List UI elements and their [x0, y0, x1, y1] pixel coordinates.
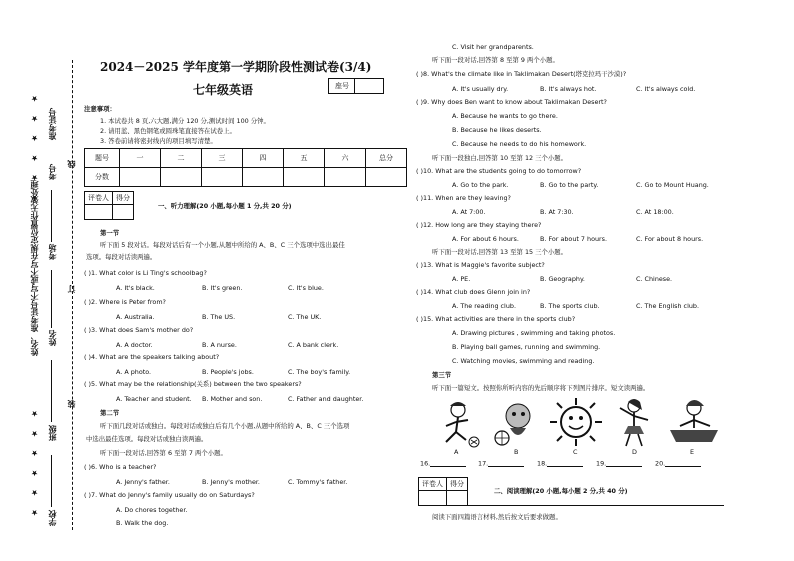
answer-blank-18[interactable]: [537, 460, 583, 467]
picture-d-label: D: [632, 448, 637, 456]
section1-title: 一、听力理解(20 小题,每小题 1 分,共 20 分): [158, 202, 292, 210]
question-stem: ( )9. Why does Ben want to know about Taklimakan Desert?: [416, 98, 607, 106]
page-subtitle: 七年级英语: [193, 83, 254, 97]
option-a: A. PE.: [452, 275, 471, 283]
option-a: A. Drawing pictures , swimming and taking photos.: [452, 329, 616, 337]
score-header: 一: [120, 149, 161, 168]
picture-b: [490, 398, 546, 448]
group-instruction: 听下面一段对话,回答第 8 至第 9 两个小题。: [432, 56, 559, 64]
option-c: C. The UK.: [288, 313, 322, 321]
blank-number: 19.: [596, 459, 607, 468]
part1-desc2: 选项。每段对话读两遍。: [86, 253, 157, 261]
score-header: 三: [202, 149, 243, 168]
question-stem: ( )1. What color is Li Ting's schoolbag?: [84, 269, 207, 277]
option-b: B. Geography.: [540, 275, 585, 283]
option-b: B. At 7:30.: [540, 208, 574, 216]
boating-picture: [664, 398, 724, 448]
binding-class-label: 班级: [48, 425, 57, 441]
binding-stars-top: ★ ★ ★ ★ ★ ★: [30, 90, 39, 202]
score-header: 四: [243, 149, 284, 168]
picture-e: [664, 398, 724, 448]
option-a: A. It's black.: [116, 284, 155, 292]
option-b: B. For about 7 hours.: [540, 235, 608, 243]
part1-desc: 听下面 5 段对话。每段对话后有一个小题,从题中所给的 A、B、C 三个选项中选出最佳: [100, 241, 345, 249]
blank-number: 17.: [478, 459, 489, 468]
blank-number: 20.: [655, 459, 666, 468]
option-b: B. People's jobs.: [202, 368, 254, 376]
picture-b-label: B: [514, 448, 519, 456]
part2-desc: 听下面几段对话或独白。每段对话或独白后有几个小题,从题中所给的 A、B、C 三个选项: [100, 422, 350, 430]
ball-games-picture: [490, 398, 546, 448]
seal-char-zhuang: 装: [67, 400, 76, 408]
option-b: B. It's always hot.: [540, 85, 597, 93]
sun-picture: [548, 396, 604, 448]
reviewer-cell[interactable]: [419, 491, 447, 506]
judge-table-1: [84, 191, 134, 220]
part2-heading: 第二节: [100, 409, 120, 417]
notes-item-1: 1. 本试卷共 8 页,六大题,满分 120 分,测试时间 100 分钟。: [100, 117, 270, 125]
option-a: A. At 7:00.: [452, 208, 486, 216]
question-stem: ( )14. What club does Glenn join in?: [416, 288, 531, 296]
option-c: C. For about 8 hours.: [636, 235, 704, 243]
section2-title: 二、阅读理解(20 小题,每小题 2 分,共 40 分): [494, 487, 628, 495]
option-a: A. For about 6 hours.: [452, 235, 519, 243]
picture-a-label: A: [454, 448, 459, 456]
group-instruction: 听下面一段独白,回答第 10 至第 12 三个小题。: [432, 154, 568, 162]
page-title: 2024－2025 学年度第一学期阶段性测试卷(3/4): [100, 60, 372, 74]
question-stem: ( )12. How long are they staying there?: [416, 221, 542, 229]
option-b: B. Playing ball games, running and swimming.: [452, 343, 601, 351]
option-c: C. Watching movies, swimming and reading.: [452, 357, 595, 365]
dancing-girl-picture: [606, 398, 662, 448]
binding-room-label: 考场: [48, 244, 57, 260]
seal-line: [72, 60, 73, 530]
question-stem: ( )6. Who is a teacher?: [84, 463, 157, 471]
option-a: A. It's usually dry.: [452, 85, 509, 93]
score-header: 二: [161, 149, 202, 168]
score-cell[interactable]: [325, 168, 366, 187]
question-stem: ( )7. What do Jenny's family usually do on Saturdays?: [84, 491, 255, 499]
question-stem: ( )10. What are the students going to do tomorrow?: [416, 167, 582, 175]
option-a: A. Go to the park.: [452, 181, 509, 189]
score-cell[interactable]: [113, 205, 134, 220]
score-header: 题号: [85, 149, 120, 168]
option-c: C. Tommy's father.: [288, 478, 348, 486]
group-instruction: 听下面一段对话,回答第 6 至第 7 两个小题。: [100, 449, 227, 457]
binding-strip: [0, 0, 80, 561]
blank-line[interactable]: [547, 460, 583, 467]
binding-notice: 姓名、准考证号不写或不写在规定位置作无效处理: [30, 180, 39, 356]
binding-school-label: 学校: [48, 510, 57, 526]
binding-name-label: 姓名: [48, 330, 57, 346]
part3-heading: 第三节: [432, 371, 452, 379]
notes-item-3: 3. 答卷前请将密封线内的项目填写清楚。: [100, 137, 217, 145]
option-c: C. It's blue.: [288, 284, 324, 292]
score-label: 得分: [447, 478, 468, 491]
option-a: A. Australia.: [116, 313, 155, 321]
option-c: C. At 18:00.: [636, 208, 674, 216]
option-c: C. The boy's family.: [288, 368, 351, 376]
part2-desc2: 中选出最佳选项。每段对话或独白读两遍。: [86, 435, 208, 443]
picture-a: [428, 400, 484, 448]
option-b: B. Walk the dog.: [116, 519, 169, 527]
picture-e-label: E: [690, 448, 695, 456]
blank-line[interactable]: [488, 460, 524, 467]
score-table: [84, 148, 407, 187]
score-cell[interactable]: [161, 168, 202, 187]
score-cell[interactable]: [120, 168, 161, 187]
question-stem: ( )3. What does Sam's mother do?: [84, 326, 194, 334]
score-cell[interactable]: [284, 168, 325, 187]
answer-blank-17[interactable]: [478, 460, 524, 467]
seat-box: [328, 78, 384, 94]
question-stem: ( )2. Where is Peter from?: [84, 298, 166, 306]
option-b: B. The sports club.: [540, 302, 600, 310]
section2-desc: 阅读下面四篇语言材料,然后按文后要求做题。: [432, 513, 562, 521]
answer-blank-16[interactable]: [420, 460, 466, 467]
blank-number: 16.: [420, 459, 431, 468]
reviewer-label: 评卷人: [85, 192, 113, 205]
option-a: A. Do chores together.: [116, 506, 188, 514]
binding-examno-label: 准考证号: [48, 108, 57, 140]
option-b: B. Go to the party.: [540, 181, 599, 189]
option-a: A. Teacher and student.: [116, 395, 192, 403]
answer-blank-20[interactable]: [655, 460, 701, 467]
score-cell[interactable]: [243, 168, 284, 187]
q7-option-c: C. Visit her grandparents.: [452, 43, 534, 51]
option-c: C. It's always cold.: [636, 85, 696, 93]
option-c: C. A bank clerk.: [288, 341, 339, 349]
blank-line[interactable]: [430, 460, 466, 467]
question-stem: ( )5. What may be the relationship(关系) between the two speakers?: [84, 380, 302, 388]
notes-heading: 注意事项：: [84, 105, 116, 113]
reviewer-label: 评卷人: [419, 478, 447, 491]
part3-desc: 听下面一篇短文。按照你所听内容的先后顺序将下列图片排序。短文读两遍。: [432, 384, 650, 392]
score-row-label: 分数: [85, 168, 120, 187]
binding-stars-bottom: ★ ★ ★ ★ ★ ★: [30, 405, 39, 517]
option-b: B. Jenny's mother.: [202, 478, 260, 486]
score-header: 总分: [366, 149, 407, 168]
notes-item-2: 2. 请用蓝、黑色钢笔或圆珠笔直接答在试卷上。: [100, 127, 236, 135]
option-a: A. A doctor.: [116, 341, 153, 349]
option-b: B. Because he likes deserts.: [452, 126, 542, 134]
question-stem: ( )13. What is Maggie's favorite subject?: [416, 261, 545, 269]
question-stem: ( )15. What activities are there in the sports club?: [416, 315, 576, 323]
score-cell[interactable]: [366, 168, 407, 187]
option-b: B. Mother and son.: [202, 395, 263, 403]
seat-label: 座号: [335, 82, 349, 90]
option-b: B. A nurse.: [202, 341, 237, 349]
seal-char-ding: 订: [67, 285, 76, 293]
picture-c-label: C: [573, 448, 578, 456]
option-c: C. Father and daughter.: [288, 395, 364, 403]
score-header: 五: [284, 149, 325, 168]
option-a: A. Because he wants to go there.: [452, 112, 558, 120]
option-c: C. The English club.: [636, 302, 699, 310]
picture-d: [606, 398, 662, 448]
option-c: C. Chinese.: [636, 275, 673, 283]
binding-seat-label: 考号: [48, 164, 57, 180]
question-stem: ( )11. When are they leaving?: [416, 194, 511, 202]
picture-c: [548, 396, 604, 448]
soccer-boy-picture: [428, 400, 484, 448]
answer-blank-19[interactable]: [596, 460, 642, 467]
option-c: C. Because he needs to do his homework.: [452, 140, 587, 148]
blank-line[interactable]: [665, 460, 701, 467]
score-cell[interactable]: [202, 168, 243, 187]
reviewer-cell[interactable]: [85, 205, 113, 220]
option-a: A. The reading club.: [452, 302, 516, 310]
score-header: 六: [325, 149, 366, 168]
blank-line[interactable]: [606, 460, 642, 467]
option-b: B. The US.: [202, 313, 236, 321]
option-a: A. Jenny's father.: [116, 478, 170, 486]
option-a: A. A photo.: [116, 368, 152, 376]
group-instruction: 听下面一段对话,回答第 13 至第 15 三个小题。: [432, 248, 568, 256]
part1-heading: 第一节: [100, 229, 120, 237]
question-stem: ( )4. What are the speakers talking about?: [84, 353, 220, 361]
judge-table-2: [418, 477, 468, 506]
score-label: 得分: [113, 192, 134, 205]
blank-number: 18.: [537, 459, 548, 468]
option-c: C. Go to Mount Huang.: [636, 181, 709, 189]
score-cell[interactable]: [447, 491, 468, 506]
seal-char-xian: 线: [67, 160, 76, 168]
option-b: B. It's green.: [202, 284, 243, 292]
question-stem: ( )8. What's the climate like in Taklimakan Desert(塔克拉玛干沙漠)?: [416, 70, 627, 78]
